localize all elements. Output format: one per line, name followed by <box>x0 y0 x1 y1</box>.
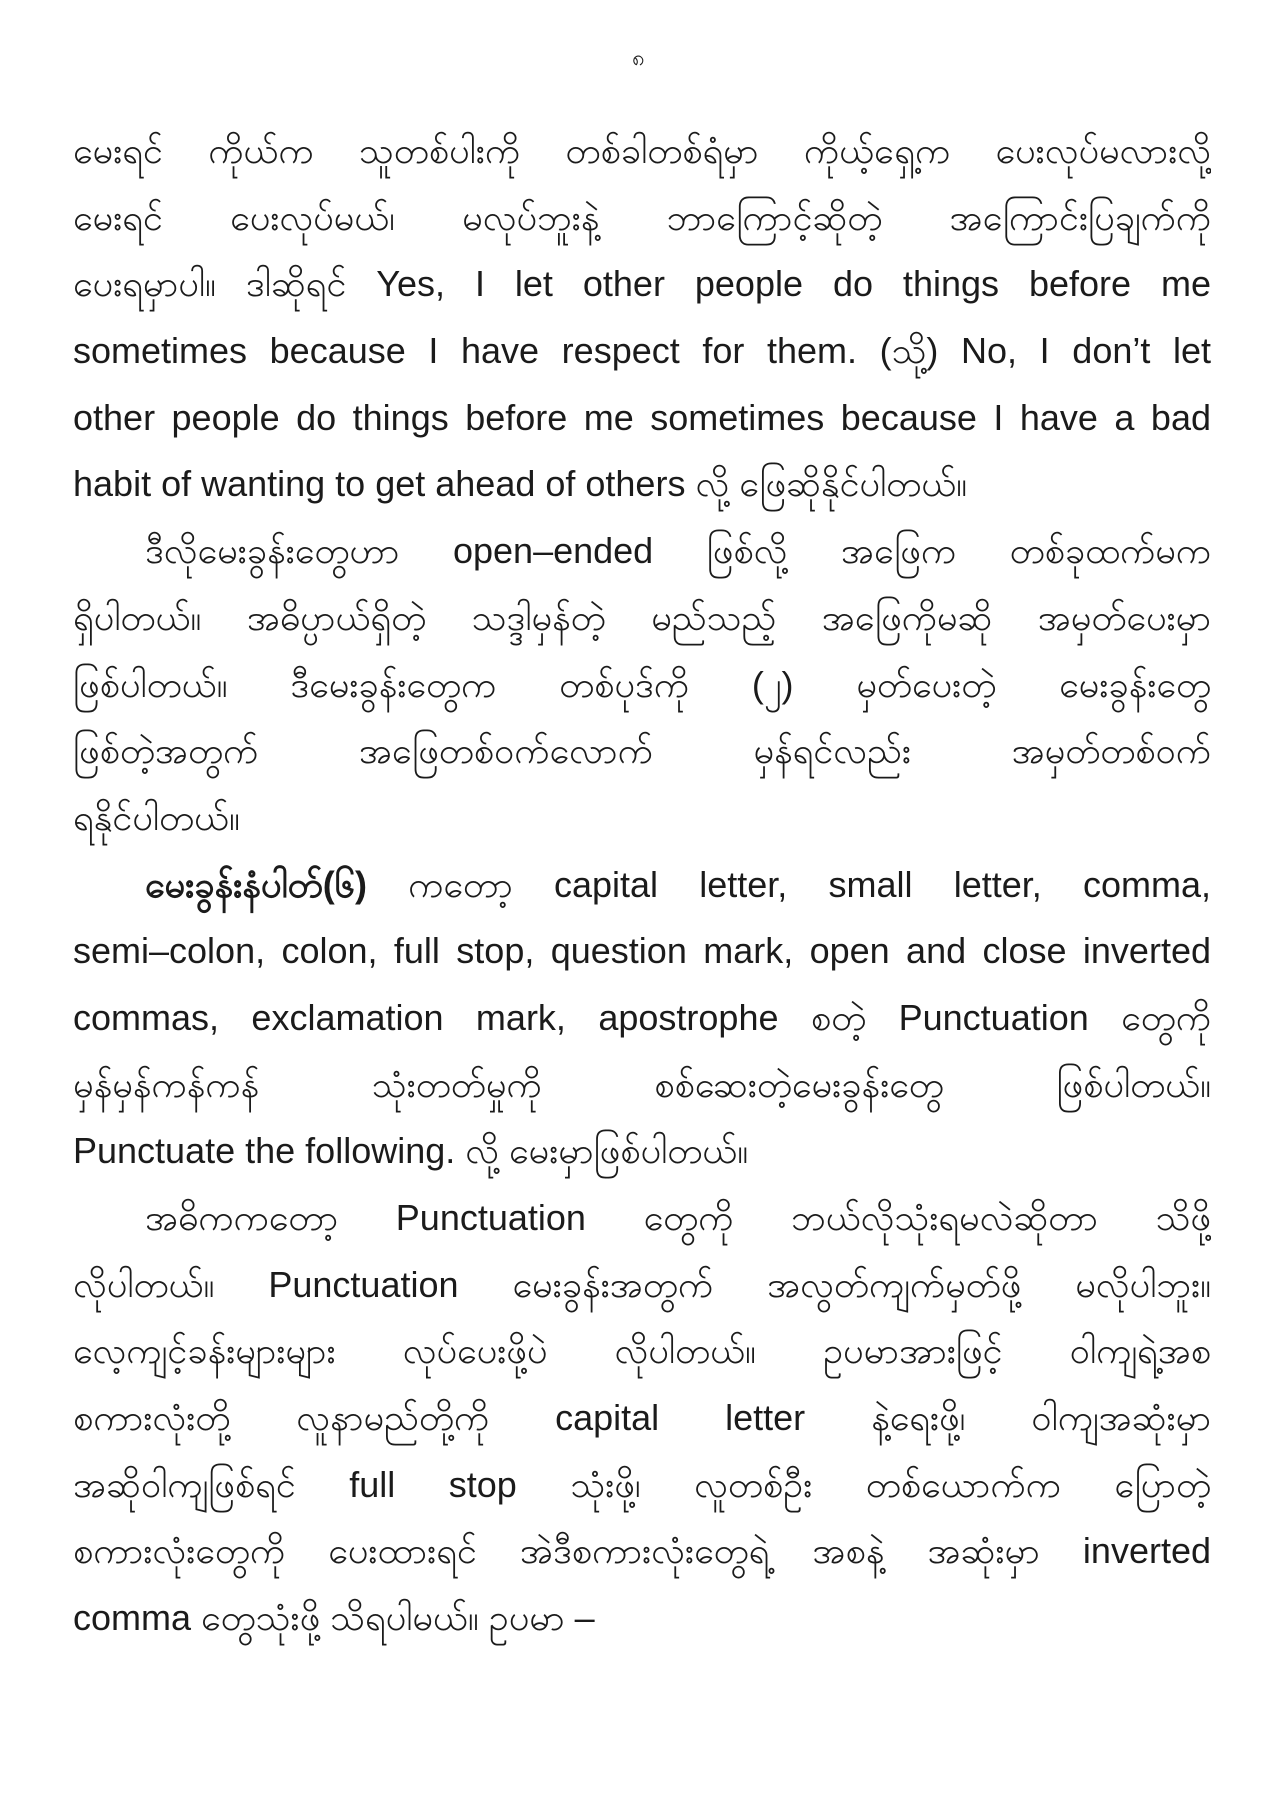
text-line: sometimes because I have respect for them. (သို့) No, I don’t let <box>73 330 1211 372</box>
text-line: ပေးရမှာပါ။ ဒါဆိုရင် Yes, I let other people do things before me <box>73 263 1211 305</box>
text-line: Punctuate the following. လို့ မေးမှာဖြစ်ပါတယ်။ <box>73 1130 749 1172</box>
text-line: လိုပါတယ်။ Punctuation မေးခွန်းအတွက် အလွတ်ကျက်မှတ်ဖို့ မလိုပါဘူး။ <box>73 1263 1211 1305</box>
text-line: ရှိပါတယ်။ အဓိပ္ပာယ်ရှိတဲ့ သဒ္ဒါမှန်တဲ့ မည်သည့် အဖြေကိုမဆို အမှတ်ပေးမှာ <box>73 596 1211 638</box>
text-line: ဒီလိုမေးခွန်းတွေဟာ open–ended ဖြစ်လို့ အဖြေက တစ်ခုထက်မက <box>145 530 1211 572</box>
question-number-heading: မေးခွန်းနံပါတ်(၆) <box>145 863 367 905</box>
text-line: လေ့ကျင့်ခန်းများများ လုပ်ပေးဖို့ပဲ လိုပါတယ်။ ဥပမာအားဖြင့် ဝါကျရဲ့အစ <box>73 1330 1211 1372</box>
text-line: မေးရင် ကိုယ်က သူတစ်ပါးကို တစ်ခါတစ်ရံမှာ ကိုယ့်ရှေ့က ပေးလုပ်မလားလို့ <box>73 130 1211 171</box>
page-number: ၈ <box>632 45 645 70</box>
text-line: habit of wanting to get ahead of others လို့ ဖြေဆိုနိုင်ပါတယ်။ <box>73 463 968 505</box>
text-run: ကတော့ capital letter, small letter, comma, <box>366 863 1211 905</box>
text-line <box>73 852 1211 919</box>
paragraph <box>73 118 1211 518</box>
text-line: ရနိုင်ပါတယ်။ <box>73 796 240 838</box>
text-line: comma တွေသုံးဖို့ သိရပါမယ်။ ဥပမာ – <box>73 1597 595 1639</box>
paragraph <box>73 518 1211 851</box>
text-line: other people do things before me sometimes because I have a bad <box>73 396 1211 438</box>
text-line: semi–colon, colon, full stop, question mark, open and close inverted <box>73 930 1211 972</box>
text-line: ဖြစ်ပါတယ်။ ဒီမေးခွန်းတွေက တစ်ပုဒ်ကို (၂) မှတ်ပေးတဲ့ မေးခွန်းတွေ <box>73 663 1211 705</box>
text-line: မှန်မှန်ကန်ကန် သုံးတတ်မှုကို စစ်ဆေးတဲ့မေးခွန်းတွေ ဖြစ်ပါတယ်။ <box>73 1063 1211 1105</box>
text-line: စကားလုံးတို့ လူနာမည်တို့ကို capital letter နဲ့ရေးဖို့၊ ဝါကျအဆုံးမှာ <box>73 1397 1211 1439</box>
paragraph <box>73 1185 1211 1652</box>
paragraph <box>73 852 1211 1185</box>
text-line: မေးရင် ပေးလုပ်မယ်၊ မလုပ်ဘူးနဲ့ ဘာကြောင့်ဆိုတဲ့ အကြောင်းပြချက်ကို <box>73 196 1211 238</box>
body-text <box>73 118 1211 1652</box>
text-line: စကားလုံးတွေကို ပေးထားရင် အဲဒီစကားလုံးတွေရဲ့ အစနဲ့ အဆုံးမှာ inverted <box>73 1530 1211 1572</box>
text-line: commas, exclamation mark, apostrophe စတဲ့ Punctuation တွေကို <box>73 996 1211 1038</box>
text-line: အဓိကကတော့ Punctuation တွေကို ဘယ်လိုသုံးရမလဲဆိုတာ သိဖို့ <box>145 1197 1211 1238</box>
text-line: အဆိုဝါကျဖြစ်ရင် full stop သုံးဖို့၊ လူတစ်ဦး တစ်ယောက်က ပြောတဲ့ <box>73 1463 1211 1505</box>
text-line: ဖြစ်တဲ့အတွက် အဖြေတစ်ဝက်လောက် မှန်ရင်လည်း အမှတ်တစ်ဝက် <box>73 730 1211 772</box>
